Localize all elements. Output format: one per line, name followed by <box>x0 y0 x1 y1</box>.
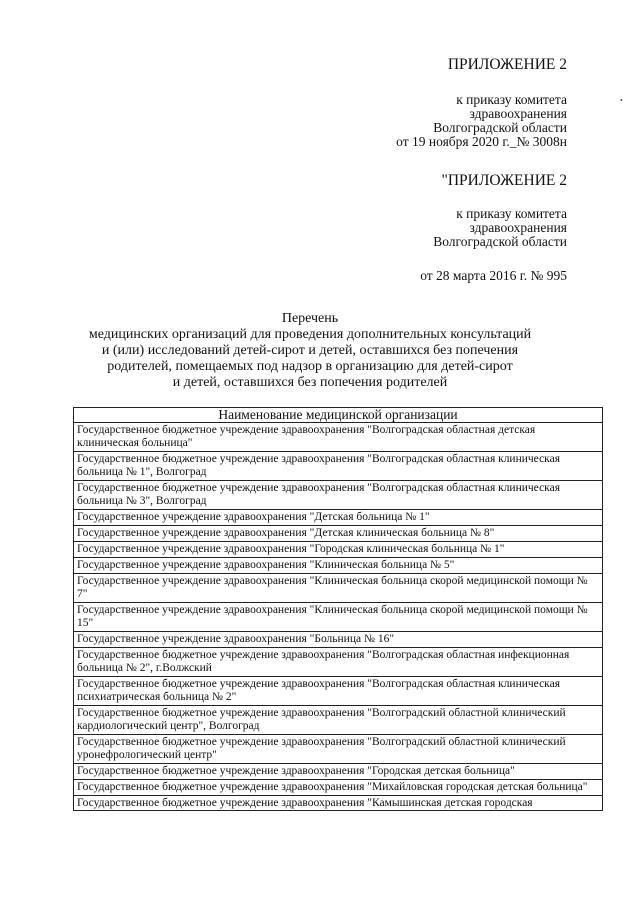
appendix-line: Волгоградской области <box>433 234 567 249</box>
appendix-heading: "ПРИЛОЖЕНИЕ 2 <box>441 172 567 189</box>
appendix-header-original <box>420 172 567 283</box>
table-row <box>74 526 603 542</box>
table-row <box>74 423 603 452</box>
margin-mark: • <box>620 96 623 105</box>
table-row <box>74 603 603 632</box>
organization-name: Государственное бюджетное учреждение здравоохранения "Волгоградская областная детская клиническая больница" <box>74 423 603 452</box>
organization-name: Государственное бюджетное учреждение здравоохранения "Михайловская городская детская больница" <box>74 780 603 796</box>
organization-name: Государственное учреждение здравоохранения "Детская клиническая больница № 8" <box>74 526 603 542</box>
organization-name <box>74 796 603 811</box>
appendix-line: к приказу комитета <box>456 92 567 107</box>
table-row <box>74 510 603 526</box>
table-row <box>74 481 603 510</box>
appendix-order-date: от 28 марта 2016 г. № 995 <box>420 268 567 283</box>
appendix-line: к приказу комитета <box>456 206 567 221</box>
table-row <box>74 632 603 648</box>
organization-name-text: Государственное бюджетное учреждение здравоохранения "Камышинская детская городская <box>77 797 533 809</box>
document-title <box>60 311 560 391</box>
organization-name: Государственное бюджетное учреждение здравоохранения "Волгоградская областная клиническая больница № 1", Волгоград <box>74 452 603 481</box>
appendix-line: здравоохранения <box>469 220 567 235</box>
organization-name: Государственное учреждение здравоохранения "Детская больница № 1" <box>74 510 603 526</box>
title-line: медицинских организаций для проведения дополнительных консультаций <box>88 327 532 342</box>
organization-name: Государственное бюджетное учреждение здравоохранения "Волгоградский областной клинический кардиологический центр", Волгоград <box>74 706 603 735</box>
title-line: и детей, оставшихся без попечения родителей <box>172 375 448 390</box>
appendix-line: здравоохранения <box>469 106 567 121</box>
appendix-order-date: от 19 ноября 2020 г._№ 3008н <box>396 134 567 149</box>
table-row <box>74 706 603 735</box>
title-line: и (или) исследований детей-сирот и детей, оставшихся без попечения <box>101 343 519 358</box>
organization-name: Государственное учреждение здравоохранения "Клиническая больница скорой медицинской помощи № 15" <box>74 603 603 632</box>
organization-name: Государственное бюджетное учреждение здравоохранения "Волгоградская областная инфекционная больница № 2", г.Волжский <box>74 648 603 677</box>
table-row <box>74 735 603 764</box>
table-row <box>74 542 603 558</box>
organization-name: Государственное учреждение здравоохранения "Городская клиническая больница № 1" <box>74 542 603 558</box>
organization-name: Государственное бюджетное учреждение здравоохранения "Волгоградская областная клиническая психиатрическая больница № 2" <box>74 677 603 706</box>
table-row <box>74 558 603 574</box>
title-line: родителей, помещаемых под надзор в организацию для детей-сирот <box>107 359 513 374</box>
table-row <box>74 648 603 677</box>
organization-name: Государственное бюджетное учреждение здравоохранения "Волгоградский областной клинический уронефрологический центр" <box>74 735 603 764</box>
appendix-line: Волгоградской области <box>433 120 567 135</box>
table-row <box>74 796 603 811</box>
table-row <box>74 677 603 706</box>
table-row <box>74 780 603 796</box>
table-row <box>74 574 603 603</box>
organization-name: Государственное учреждение здравоохранения "Клиническая больница № 5" <box>74 558 603 574</box>
title-line: Перечень <box>281 311 339 326</box>
appendix-header-current <box>396 56 567 149</box>
column-header: Наименование медицинской организации <box>74 408 603 423</box>
appendix-heading: ПРИЛОЖЕНИЕ 2 <box>447 56 567 73</box>
organization-name: Государственное учреждение здравоохранения "Больница № 16" <box>74 632 603 648</box>
organization-name: Государственное учреждение здравоохранения "Клиническая больница скорой медицинской помощи № 7" <box>74 574 603 603</box>
table-row <box>74 764 603 780</box>
organization-name: Государственное бюджетное учреждение здравоохранения "Волгоградская областная клиническая больница № 3", Волгоград <box>74 481 603 510</box>
organization-name: Государственное бюджетное учреждение здравоохранения "Городская детская больница" <box>74 764 603 780</box>
table-row <box>74 452 603 481</box>
organizations-table <box>73 407 603 811</box>
table-header-row <box>74 408 603 423</box>
